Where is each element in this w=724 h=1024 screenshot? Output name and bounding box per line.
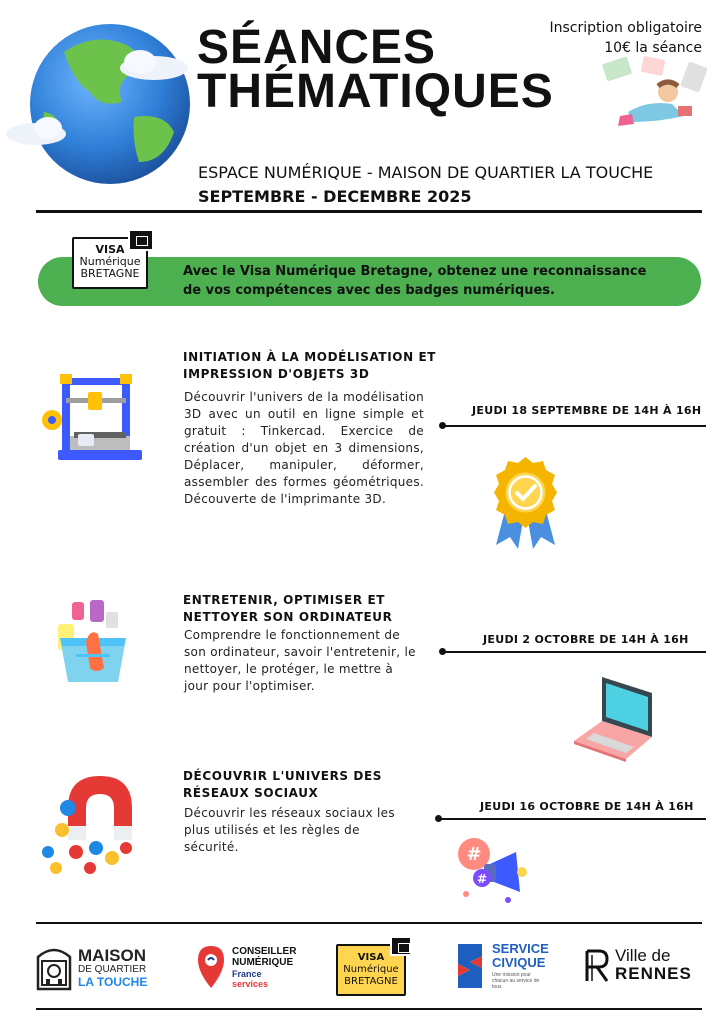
conseiller-logo-line-1: CONSEILLER bbox=[232, 946, 297, 957]
footer-top-divider bbox=[36, 922, 702, 924]
registration-text: Inscription obligatoire bbox=[549, 20, 702, 36]
service-civique-line-1: SERVICE bbox=[492, 941, 549, 956]
session-3-title-line-2: RÉSEAUX SOCIAUX bbox=[183, 786, 319, 800]
footer-visa-line-1: VISA bbox=[357, 952, 385, 963]
conseiller-logo-line-4: services bbox=[232, 979, 269, 989]
footer-visa-corner-icon bbox=[390, 936, 412, 956]
period-text: SEPTEMBRE - DECEMBRE 2025 bbox=[198, 187, 472, 206]
visa-logo-line-3: BRETAGNE bbox=[80, 267, 140, 280]
award-badge-icon bbox=[488, 455, 563, 551]
maison-quartier-logo bbox=[34, 943, 148, 991]
footer-visa-line-2: Numérique bbox=[343, 964, 399, 975]
session-3-title-line-1: DÉCOUVRIR L'UNIVERS DES bbox=[183, 769, 383, 783]
service-civique-line-2: CIVIQUE bbox=[492, 955, 546, 970]
price-text: 10€ la séance bbox=[604, 40, 702, 56]
laptop-icon bbox=[572, 673, 658, 763]
banner-line-2: de vos compétences avec des badges numériques. bbox=[183, 283, 555, 298]
page-title bbox=[197, 21, 554, 118]
session-2-title bbox=[183, 592, 392, 626]
visa-corner-icon bbox=[128, 229, 154, 251]
building-icon bbox=[34, 943, 74, 991]
footer-bottom-divider bbox=[36, 1008, 702, 1010]
map-pin-icon bbox=[196, 944, 226, 990]
session-3-timeline-line bbox=[438, 818, 706, 820]
rennes-r-icon bbox=[583, 949, 611, 983]
session-1-title-line-1: INITIATION À LA MODÉLISATION ET bbox=[183, 350, 437, 364]
rennes-logo-line-1: Ville de bbox=[615, 946, 671, 965]
hashtag-megaphone-icon bbox=[454, 834, 532, 908]
session-2-description: Comprendre le fonctionnement de son ordinateur, savoir l'entretenir, le nettoyer, le protéger, le mettre à jour pour l'optimiser. bbox=[184, 628, 416, 693]
session-2-title-line-2: NETTOYER SON ORDINATEUR bbox=[183, 610, 393, 624]
svg-text:#: # bbox=[466, 844, 482, 865]
visa-logo-line-1: VISA bbox=[95, 243, 125, 256]
session-1-timeline-line bbox=[442, 425, 706, 427]
venue-text: ESPACE NUMÉRIQUE - MAISON DE QUARTIER LA TOUCHE bbox=[198, 163, 654, 182]
service-civique-emblem-icon bbox=[454, 940, 486, 992]
footer-visa-line-3: BRETAGNE bbox=[344, 976, 398, 987]
visa-numerique-logo bbox=[72, 237, 148, 289]
session-1-title bbox=[183, 349, 436, 383]
magnet-social-icon bbox=[40, 768, 140, 876]
globe-icon bbox=[4, 22, 200, 192]
session-2-date: JEUDI 2 OCTOBRE DE 14H À 16H bbox=[483, 633, 689, 646]
svg-text:#: # bbox=[476, 872, 488, 886]
service-civique-tagline: Une mission pour chacun au service de tous bbox=[492, 972, 540, 990]
registration-info bbox=[550, 18, 703, 58]
session-1-date: JEUDI 18 SEPTEMBRE DE 14H À 16H bbox=[472, 404, 702, 417]
session-1-title-line-2: IMPRESSION D'OBJETS 3D bbox=[183, 367, 370, 381]
session-2-title-line-1: ENTRETENIR, OPTIMISER ET bbox=[183, 593, 386, 607]
session-3-title bbox=[183, 768, 382, 802]
session-3-description: Découvrir les réseaux sociaux les plus utilisés et les règles de sécurité. bbox=[184, 806, 395, 854]
conseiller-logo-line-2: NUMÉRIQUE bbox=[232, 957, 294, 968]
flying-reader-illustration bbox=[598, 56, 710, 136]
rennes-logo-line-2: RENNES bbox=[615, 964, 692, 983]
conseiller-numerique-logo bbox=[196, 944, 306, 992]
session-1-description: Découvrir l'univers de la modélisation 3D avec un outil en ligne simple et gratuit : Tinkercad. Exercice de création d'un objet en 3 dimensions, Déplacer, manipuler, déformer, assembler des formes géométriques. Découverte de l'imprimante 3D. bbox=[184, 390, 424, 506]
banner-text bbox=[183, 262, 646, 300]
footer-visa-numerique-logo bbox=[336, 944, 406, 996]
maison-logo-line-2: DE QUARTIER bbox=[78, 964, 147, 975]
header-divider bbox=[36, 210, 702, 213]
3d-printer-icon bbox=[40, 372, 152, 467]
maison-logo-line-1: MAISON bbox=[78, 946, 146, 965]
ville-de-rennes-logo bbox=[583, 945, 703, 989]
conseiller-logo-line-3: France bbox=[232, 969, 262, 979]
service-civique-logo bbox=[454, 940, 549, 994]
cleaning-supplies-icon bbox=[50, 598, 134, 686]
title-line-1: SÉANCES bbox=[197, 21, 437, 74]
session-3-date: JEUDI 16 OCTOBRE DE 14H À 16H bbox=[480, 800, 694, 813]
banner-line-1: Avec le Visa Numérique Bretagne, obtenez une reconnaissance bbox=[183, 264, 647, 279]
maison-logo-line-3: LA TOUCHE bbox=[78, 975, 148, 989]
title-line-2: THÉMATIQUES bbox=[197, 65, 554, 118]
visa-logo-line-2: Numérique bbox=[79, 255, 141, 268]
session-2-timeline-line bbox=[442, 651, 706, 653]
